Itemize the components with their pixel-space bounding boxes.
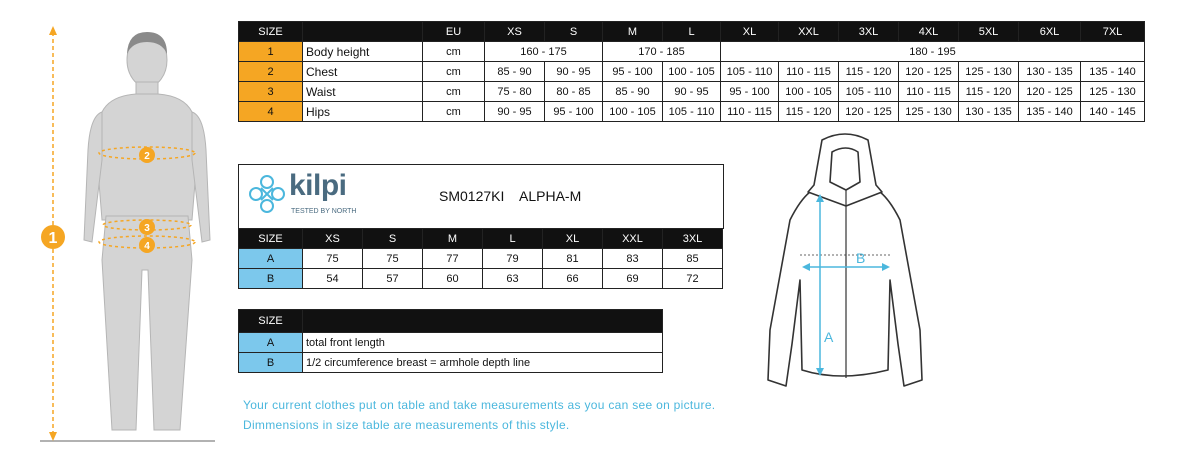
table-cell: 110 - 115 — [721, 102, 779, 122]
table-cell: 105 - 110 — [839, 82, 899, 102]
table-cell: 90 - 95 — [663, 82, 721, 102]
column-header: EU — [423, 22, 485, 42]
table-cell: 170 - 185 — [603, 42, 721, 62]
table-cell: 135 - 140 — [1081, 62, 1145, 82]
column-header: 7XL — [1081, 22, 1145, 42]
row-unit: cm — [423, 62, 485, 82]
row-label: Waist — [303, 82, 423, 102]
column-header: L — [483, 229, 543, 249]
column-header — [303, 310, 663, 333]
note-line: Dimmensions in size table are measurements of this style. — [243, 418, 570, 432]
table-cell: 69 — [603, 269, 663, 289]
row-label: B — [239, 269, 303, 289]
body-measurement-figure — [30, 20, 230, 450]
column-header: SIZE — [239, 229, 303, 249]
marker-2: 2 — [144, 151, 150, 162]
product-code: SM0127KI — [439, 188, 505, 204]
table-cell: 90 - 95 — [485, 102, 545, 122]
style-table-header — [239, 229, 723, 249]
column-header: 3XL — [839, 22, 899, 42]
column-header: SIZE — [239, 310, 303, 333]
table-cell: 140 - 145 — [1081, 102, 1145, 122]
table-cell: 100 - 105 — [603, 102, 663, 122]
row-unit: cm — [423, 42, 485, 62]
table-cell: 120 - 125 — [899, 62, 959, 82]
marker-1: 1 — [48, 230, 58, 247]
column-header: XS — [303, 229, 363, 249]
column-header: S — [545, 22, 603, 42]
marker-4: 4 — [144, 241, 150, 252]
row-label: B — [239, 353, 303, 373]
legend-text: 1/2 circumference breast = armhole depth line — [303, 353, 663, 373]
table-cell: 125 - 130 — [1081, 82, 1145, 102]
row-number: 4 — [239, 102, 303, 122]
table-cell: 63 — [483, 269, 543, 289]
legend-table — [238, 309, 663, 373]
jacket-label-b: B — [856, 250, 866, 266]
legend-text: total front length — [303, 333, 663, 353]
brand-tagline: TESTED BY NORTH — [291, 208, 357, 215]
table-cell: 85 - 90 — [603, 82, 663, 102]
table-cell: 130 - 135 — [1019, 62, 1081, 82]
table-row — [239, 249, 723, 269]
row-unit: cm — [423, 82, 485, 102]
column-header: XXL — [779, 22, 839, 42]
column-header: 4XL — [899, 22, 959, 42]
table-cell: 105 - 110 — [721, 62, 779, 82]
table-cell: 90 - 95 — [545, 62, 603, 82]
row-number: 1 — [239, 42, 303, 62]
table-cell: 115 - 120 — [959, 82, 1019, 102]
table-row — [239, 82, 1145, 102]
column-header: L — [663, 22, 721, 42]
row-label: A — [239, 249, 303, 269]
legend-header — [239, 310, 663, 333]
row-unit: cm — [423, 102, 485, 122]
row-label: A — [239, 333, 303, 353]
table-cell: 60 — [423, 269, 483, 289]
table-cell: 125 - 130 — [959, 62, 1019, 82]
table-cell: 100 - 105 — [779, 82, 839, 102]
table-row — [239, 353, 663, 373]
marker-3: 3 — [144, 223, 150, 234]
table-cell: 75 — [303, 249, 363, 269]
table-cell: 80 - 85 — [545, 82, 603, 102]
table-cell: 85 - 90 — [485, 62, 545, 82]
table-cell: 110 - 115 — [779, 62, 839, 82]
table-cell: 110 - 115 — [899, 82, 959, 102]
table-row — [239, 102, 1145, 122]
table-cell: 125 - 130 — [899, 102, 959, 122]
table-cell: 75 - 80 — [485, 82, 545, 102]
table-row — [239, 333, 663, 353]
row-label: Body height — [303, 42, 423, 62]
row-label: Chest — [303, 62, 423, 82]
table-cell: 115 - 120 — [779, 102, 839, 122]
column-header: XL — [543, 229, 603, 249]
table-cell: 77 — [423, 249, 483, 269]
column-header: XL — [721, 22, 779, 42]
table-cell: 79 — [483, 249, 543, 269]
column-header: S — [363, 229, 423, 249]
table-row — [239, 62, 1145, 82]
table-cell: 81 — [543, 249, 603, 269]
row-number: 2 — [239, 62, 303, 82]
table-row — [239, 42, 1145, 62]
table-cell: 72 — [663, 269, 723, 289]
table-cell: 57 — [363, 269, 423, 289]
row-label: Hips — [303, 102, 423, 122]
table-cell: 95 - 100 — [545, 102, 603, 122]
column-header: 6XL — [1019, 22, 1081, 42]
table-cell: 180 - 195 — [721, 42, 1145, 62]
table-cell: 54 — [303, 269, 363, 289]
column-header: SIZE — [239, 22, 303, 42]
size-chart-table — [238, 21, 1145, 122]
jacket-label-a: A — [824, 329, 834, 345]
table-cell: 95 - 100 — [603, 62, 663, 82]
table-cell: 120 - 125 — [1019, 82, 1081, 102]
column-header: M — [603, 22, 663, 42]
row-number: 3 — [239, 82, 303, 102]
jacket-diagram — [760, 130, 930, 400]
table-cell: 105 - 110 — [663, 102, 721, 122]
table-cell: 95 - 100 — [721, 82, 779, 102]
product-header — [238, 164, 724, 229]
table-cell: 130 - 135 — [959, 102, 1019, 122]
table-cell: 120 - 125 — [839, 102, 899, 122]
size-chart-header — [239, 22, 1145, 42]
table-cell: 83 — [603, 249, 663, 269]
column-header: 5XL — [959, 22, 1019, 42]
column-header: XXL — [603, 229, 663, 249]
table-cell: 85 — [663, 249, 723, 269]
table-cell: 135 - 140 — [1019, 102, 1081, 122]
product-model: ALPHA-M — [519, 188, 582, 204]
column-header: M — [423, 229, 483, 249]
table-row — [239, 269, 723, 289]
style-measurement-table — [238, 228, 723, 289]
kilpi-knot-logo-icon — [247, 173, 287, 219]
note-line: Your current clothes put on table and take measurements as you can see on picture. — [243, 398, 716, 412]
column-header — [303, 22, 423, 42]
brand-name: kilpi — [289, 169, 347, 202]
table-cell: 160 - 175 — [485, 42, 603, 62]
table-cell: 115 - 120 — [839, 62, 899, 82]
column-header: XS — [485, 22, 545, 42]
table-cell: 66 — [543, 269, 603, 289]
column-header: 3XL — [663, 229, 723, 249]
table-cell: 75 — [363, 249, 423, 269]
table-cell: 100 - 105 — [663, 62, 721, 82]
